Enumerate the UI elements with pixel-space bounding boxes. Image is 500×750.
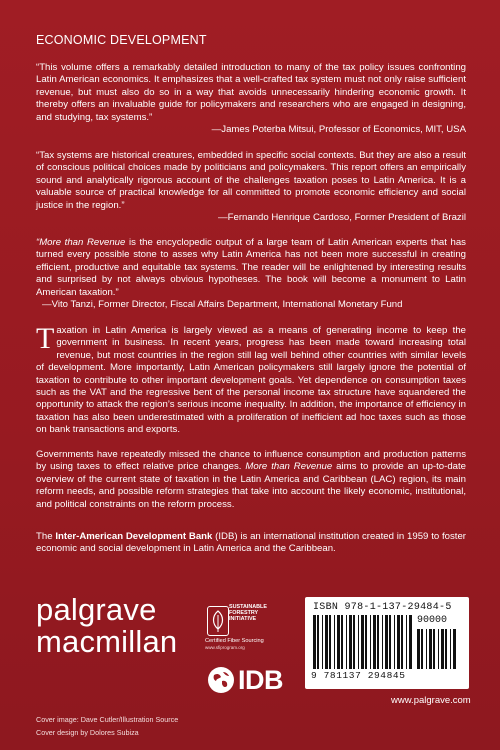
sfi-url: www.sfiprogram.org xyxy=(205,645,245,650)
barcode-bar xyxy=(317,615,319,669)
isbn-label: ISBN 978-1-137-29484-5 xyxy=(313,602,452,613)
paragraph-text: Governments have repeatedly missed the chance to influence consumption and production patterns by using taxes to effect relative price changes. xyxy=(36,449,466,473)
palgrave-logo-line1: palgrave xyxy=(36,592,157,627)
barcode-bar xyxy=(394,615,395,669)
idb-name-bold: Inter-American Development Bank xyxy=(55,531,213,542)
paragraph-text: axation in Latin America is largely viewed as a means of generating income to keep the government in business. In recent years, progress has been made toward increasing total revenue, but most countries in the region still lag well behind other countries with similar levels of development. More importantly, Latin American policymakers still largely ignore the potential of taxation to contribute to other important development goals. Yet dependence on consumption taxes such as the VAT and the regressive bent of the personal income tax structure have squandered the opportunity to attack the region’s serious income inequality. In addition, the importance of efficiency in taxation has also been underestimated with a proliferation of inefficient ad hoc taxes such as those on bank transactions and exports. xyxy=(36,325,466,436)
barcode-bar xyxy=(349,615,352,669)
quote-book-title: “More than Revenue xyxy=(36,237,126,248)
barcode-bar xyxy=(433,629,435,669)
paragraph-text: The xyxy=(36,531,56,542)
description-paragraph-1 xyxy=(36,322,466,437)
barcode-bar xyxy=(445,629,447,669)
paragraph-text: (IDB) is an international institution created in 1959 to foster economic and social development in Latin America and the Caribbean. xyxy=(36,531,466,555)
category-label: ECONOMIC DEVELOPMENT xyxy=(36,33,207,47)
description-paragraph-3 xyxy=(36,531,466,556)
barcode-bar xyxy=(429,629,432,669)
barcode-bar xyxy=(450,629,451,669)
description-paragraph-2 xyxy=(36,449,466,511)
sfi-cert: Certified Fiber Sourcing xyxy=(205,638,264,644)
sfi-title: SUSTAINABLE FORESTRY INITIATIVE xyxy=(229,604,267,623)
barcode-bar xyxy=(406,615,407,669)
quote-text: “Tax systems are historical creatures, embedded in specific social contexts. But they are also a result of conscious political choices made by politicians and policymakers. This report offers an empirically sound and analytically rigorous account of the challenges taxation poses to Latin America. It is a valuable source of practical knowledge for all committed to promote economic efficiency and social justice in the region.” xyxy=(36,150,466,211)
endorsement-quote-3 xyxy=(36,237,466,311)
barcode-addon-bars xyxy=(417,629,457,669)
barcode-bar xyxy=(426,629,427,669)
barcode-bar xyxy=(377,615,379,669)
barcode-bar xyxy=(325,615,328,669)
price-code: 90000 xyxy=(417,615,448,626)
barcode-bar xyxy=(353,615,355,669)
barcode-bar xyxy=(337,615,340,669)
idb-wordmark: IDB xyxy=(238,665,283,695)
book-title-italic: More than Revenue xyxy=(245,461,333,473)
quote-attribution: —Vito Tanzi, Former Director, Fiscal Affairs Department, International Monetary Fund xyxy=(42,299,403,311)
sfi-logo xyxy=(205,600,267,652)
barcode-bar xyxy=(385,615,388,669)
quote-text: “This volume offers a remarkably detailed introduction to many of the tax policy issues confronting Latin American economics. It emphasizes that a well-crafted tax system must not only raise sufficient revenue, but must also do so in a way that avoids unnecessarily hindering economic growth. It thereby offers an invaluable guide for policymakers and researchers who are engaged in designing, and studying, tax systems.” xyxy=(36,62,466,123)
barcode-bar xyxy=(421,629,423,669)
quote-text: is the encyclopedic output of a large team of Latin American experts that has turned every possible stone to asses why Latin America has not been more successful in creating efficient, productive and equitable tax systems. The reader will be enlightened by interesting results and surprised by not always obvious hypotheses. The book will become a monument to Latin American taxation.” xyxy=(36,237,466,298)
barcode-bar xyxy=(401,615,403,669)
barcode-bar xyxy=(313,615,316,669)
publisher-website: www.palgrave.com xyxy=(391,695,471,706)
barcode-bar xyxy=(373,615,376,669)
palgrave-logo-line2: macmillan xyxy=(36,624,178,659)
barcode-bar xyxy=(329,615,331,669)
barcode-bar xyxy=(453,629,456,669)
endorsement-quote-1 xyxy=(36,62,466,136)
barcode-bar xyxy=(361,615,364,669)
endorsement-quote-2 xyxy=(36,150,466,224)
barcode-bar xyxy=(417,629,420,669)
barcode-bar xyxy=(397,615,400,669)
barcode-bar xyxy=(341,615,343,669)
barcode-bar xyxy=(382,615,383,669)
barcode-bar xyxy=(358,615,359,669)
barcode-bar xyxy=(409,615,412,669)
globe-icon xyxy=(208,667,234,693)
barcode-bar xyxy=(346,615,347,669)
quote-attribution: —James Poterba Mitsui, Professor of Economics, MIT, USA xyxy=(211,124,466,136)
paragraph-text: aims to provide an up-to-date overview of the current state of taxation in the Latin America and Caribbean (LAC) region, its main reform needs, and possible reform strategies that take into account the likely economic, institutional, and political constraints on the reform process. xyxy=(36,461,466,510)
barcode-bar xyxy=(334,615,335,669)
barcode-digits: 9 781137 294845 xyxy=(311,670,406,681)
barcode-bar xyxy=(438,629,439,669)
barcode-bar xyxy=(370,615,371,669)
quote-attribution: —Fernando Henrique Cardoso, Former President of Brazil xyxy=(218,212,466,224)
barcode-bar xyxy=(389,615,391,669)
cover-image-credit: Cover image: Dave Cutler/Illustration Source xyxy=(36,715,179,724)
barcode-bar xyxy=(441,629,444,669)
drop-cap: T xyxy=(36,322,55,355)
barcode-bars xyxy=(313,615,413,669)
cover-design-credit: Cover design by Dolores Subiza xyxy=(36,728,139,737)
barcode-bar xyxy=(322,615,323,669)
barcode-bar xyxy=(365,615,367,669)
barcode-panel xyxy=(305,597,469,689)
leaf-icon xyxy=(207,606,229,636)
